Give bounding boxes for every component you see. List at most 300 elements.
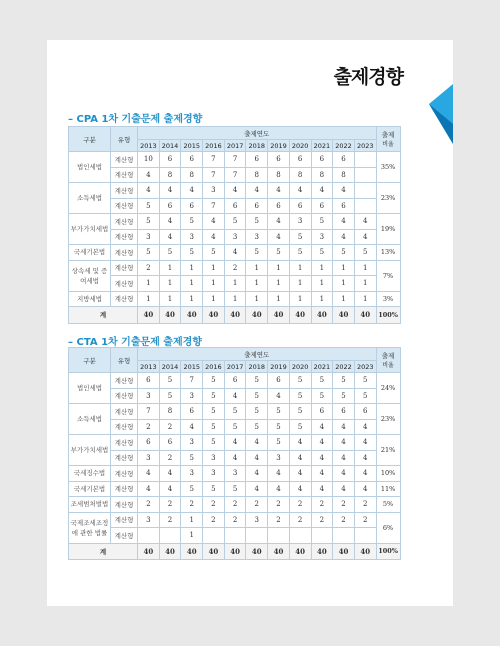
- ratio-cell: 21%: [376, 435, 400, 466]
- year-cell: 2017: [224, 361, 246, 373]
- value-cell: 6: [268, 373, 290, 389]
- value-cell: 6: [224, 198, 246, 214]
- type-cell: 계산형: [111, 435, 138, 451]
- value-cell: 2: [203, 512, 225, 528]
- value-cell: 2: [159, 512, 181, 528]
- value-cell: 4: [311, 481, 333, 497]
- value-cell: 1: [181, 260, 203, 276]
- value-cell: 8: [246, 167, 268, 183]
- total-ratio: 100%: [376, 543, 400, 560]
- value-cell: 1: [268, 276, 290, 292]
- value-cell: 7: [203, 198, 225, 214]
- value-cell: 4: [181, 183, 203, 199]
- value-cell: 3: [289, 214, 311, 230]
- value-cell: 2: [159, 419, 181, 435]
- value-cell: 6: [181, 198, 203, 214]
- header-ratio-line1: 출제: [381, 352, 395, 360]
- value-cell: 3: [181, 229, 203, 245]
- value-cell: 6: [246, 198, 268, 214]
- table-cpa: [68, 126, 401, 324]
- value-cell: 4: [268, 214, 290, 230]
- ratio-cell: 7%: [376, 260, 400, 291]
- value-cell: 3: [246, 229, 268, 245]
- value-cell: 4: [354, 450, 376, 466]
- table-row: [69, 245, 401, 261]
- value-cell: [246, 528, 268, 544]
- value-cell: 1: [203, 291, 225, 307]
- year-cell: 2014: [159, 361, 181, 373]
- value-cell: [268, 528, 290, 544]
- value-cell: 5: [224, 481, 246, 497]
- table-row: [69, 291, 401, 307]
- value-cell: 3: [224, 229, 246, 245]
- value-cell: 3: [311, 229, 333, 245]
- type-cell: 계산형: [111, 481, 138, 497]
- value-cell: 7: [181, 373, 203, 389]
- value-cell: 3: [246, 512, 268, 528]
- value-cell: 2: [333, 497, 355, 513]
- value-cell: 5: [224, 214, 246, 230]
- value-cell: 3: [138, 512, 160, 528]
- value-cell: 1: [181, 291, 203, 307]
- value-cell: 4: [333, 214, 355, 230]
- total-row: [69, 307, 401, 324]
- type-cell: 계산형: [111, 291, 138, 307]
- value-cell: 1: [354, 291, 376, 307]
- value-cell: 8: [181, 167, 203, 183]
- value-cell: 5: [289, 373, 311, 389]
- type-cell: 계산형: [111, 214, 138, 230]
- value-cell: [138, 528, 160, 544]
- year-cell: 2013: [138, 140, 160, 152]
- value-cell: 8: [333, 167, 355, 183]
- value-cell: 5: [246, 404, 268, 420]
- year-cell: 2020: [289, 140, 311, 152]
- ratio-cell: 35%: [376, 152, 400, 183]
- value-cell: 1: [159, 260, 181, 276]
- value-cell: 1: [333, 260, 355, 276]
- value-cell: 4: [268, 183, 290, 199]
- total-label: 계: [69, 543, 138, 560]
- type-cell: 계산형: [111, 260, 138, 276]
- table-row: [69, 229, 401, 245]
- header-category: 구분: [69, 127, 111, 152]
- value-cell: 2: [138, 260, 160, 276]
- value-cell: 1: [354, 260, 376, 276]
- value-cell: 5: [224, 419, 246, 435]
- type-cell: 계산형: [111, 512, 138, 528]
- value-cell: 2: [268, 497, 290, 513]
- type-cell: 계산형: [111, 466, 138, 482]
- value-cell: 1: [246, 276, 268, 292]
- total-cell: 40: [159, 307, 181, 324]
- value-cell: 8: [311, 167, 333, 183]
- value-cell: [354, 167, 376, 183]
- total-cell: 40: [289, 543, 311, 560]
- year-cell: 2023: [354, 361, 376, 373]
- value-cell: 7: [224, 152, 246, 168]
- value-cell: 3: [138, 388, 160, 404]
- value-cell: 1: [311, 276, 333, 292]
- year-cell: 2016: [203, 361, 225, 373]
- value-cell: [333, 528, 355, 544]
- value-cell: 4: [354, 466, 376, 482]
- value-cell: 4: [138, 183, 160, 199]
- value-cell: 4: [333, 229, 355, 245]
- value-cell: 6: [311, 198, 333, 214]
- total-cell: 40: [224, 307, 246, 324]
- total-ratio: 100%: [376, 307, 400, 324]
- value-cell: 2: [138, 419, 160, 435]
- corner-accent: [429, 84, 453, 144]
- value-cell: 5: [311, 245, 333, 261]
- value-cell: 2: [159, 497, 181, 513]
- value-cell: 2: [224, 512, 246, 528]
- value-cell: 3: [181, 435, 203, 451]
- section-title-cpa: – CPA 1차 기출문제 출제경향: [68, 114, 203, 125]
- value-cell: 4: [268, 466, 290, 482]
- value-cell: 1: [333, 276, 355, 292]
- value-cell: 4: [333, 450, 355, 466]
- header-row: [69, 348, 401, 361]
- value-cell: 5: [268, 419, 290, 435]
- ratio-cell: 23%: [376, 183, 400, 214]
- value-cell: 1: [246, 291, 268, 307]
- value-cell: 6: [333, 198, 355, 214]
- value-cell: 6: [159, 435, 181, 451]
- year-cell: 2018: [246, 361, 268, 373]
- value-cell: 2: [159, 450, 181, 466]
- value-cell: 3: [268, 450, 290, 466]
- year-cell: 2022: [333, 361, 355, 373]
- value-cell: 5: [203, 388, 225, 404]
- table-row: [69, 528, 401, 544]
- value-cell: 8: [289, 167, 311, 183]
- type-cell: 계산형: [111, 419, 138, 435]
- value-cell: 5: [268, 404, 290, 420]
- value-cell: 3: [203, 450, 225, 466]
- value-cell: 2: [268, 512, 290, 528]
- type-cell: 계산형: [111, 229, 138, 245]
- year-cell: 2021: [311, 140, 333, 152]
- total-cell: 40: [333, 307, 355, 324]
- table-row: [69, 497, 401, 513]
- value-cell: 1: [246, 260, 268, 276]
- value-cell: 1: [181, 512, 203, 528]
- type-cell: 계산형: [111, 198, 138, 214]
- table-row: [69, 167, 401, 183]
- value-cell: 6: [181, 152, 203, 168]
- table-row: [69, 450, 401, 466]
- value-cell: 3: [224, 466, 246, 482]
- value-cell: 4: [159, 214, 181, 230]
- value-cell: 5: [203, 245, 225, 261]
- value-cell: 1: [311, 291, 333, 307]
- value-cell: 5: [203, 373, 225, 389]
- total-cell: 40: [311, 543, 333, 560]
- year-cell: 2020: [289, 361, 311, 373]
- ratio-cell: 5%: [376, 497, 400, 513]
- year-cell: 2019: [268, 361, 290, 373]
- value-cell: 6: [311, 152, 333, 168]
- value-cell: 1: [203, 276, 225, 292]
- value-cell: 2: [311, 497, 333, 513]
- category-cell: 부가가치세법: [69, 214, 111, 245]
- value-cell: 4: [354, 214, 376, 230]
- value-cell: 2: [138, 497, 160, 513]
- value-cell: 8: [268, 167, 290, 183]
- table-row: [69, 388, 401, 404]
- value-cell: 5: [311, 214, 333, 230]
- value-cell: 6: [246, 152, 268, 168]
- value-cell: 6: [268, 198, 290, 214]
- value-cell: 4: [354, 419, 376, 435]
- header-type: 유형: [111, 127, 138, 152]
- value-cell: 2: [333, 512, 355, 528]
- category-cell: 국세기본법: [69, 245, 111, 261]
- value-cell: 4: [333, 466, 355, 482]
- table-row: [69, 373, 401, 389]
- type-cell: 계산형: [111, 388, 138, 404]
- table-row: [69, 435, 401, 451]
- table-row: [69, 152, 401, 168]
- value-cell: [203, 528, 225, 544]
- total-cell: 40: [268, 307, 290, 324]
- value-cell: 4: [333, 435, 355, 451]
- category-cell: 지방세법: [69, 291, 111, 307]
- value-cell: 4: [224, 388, 246, 404]
- value-cell: 4: [159, 481, 181, 497]
- year-cell: 2017: [224, 140, 246, 152]
- year-cell: 2022: [333, 140, 355, 152]
- value-cell: 4: [289, 466, 311, 482]
- type-cell: 계산형: [111, 276, 138, 292]
- value-cell: 6: [224, 373, 246, 389]
- value-cell: 4: [311, 183, 333, 199]
- value-cell: 4: [311, 450, 333, 466]
- ratio-cell: 11%: [376, 481, 400, 497]
- value-cell: 4: [268, 481, 290, 497]
- value-cell: 5: [138, 245, 160, 261]
- value-cell: 2: [354, 512, 376, 528]
- value-cell: 5: [289, 404, 311, 420]
- ratio-cell: 23%: [376, 404, 400, 435]
- value-cell: 3: [138, 229, 160, 245]
- table-row: [69, 466, 401, 482]
- category-cell: 국제조세조정에 관한 법률: [69, 512, 111, 543]
- type-cell: 계산형: [111, 245, 138, 261]
- value-cell: 1: [138, 291, 160, 307]
- value-cell: 1: [224, 291, 246, 307]
- value-cell: 4: [246, 466, 268, 482]
- value-cell: 4: [203, 214, 225, 230]
- year-cell: 2015: [181, 361, 203, 373]
- type-cell: 계산형: [111, 373, 138, 389]
- category-cell: 소득세법: [69, 183, 111, 214]
- total-cell: 40: [311, 307, 333, 324]
- value-cell: 4: [224, 183, 246, 199]
- value-cell: 4: [354, 481, 376, 497]
- value-cell: 6: [159, 152, 181, 168]
- ratio-cell: 10%: [376, 466, 400, 482]
- header-type: 유형: [111, 348, 138, 373]
- total-cell: 40: [181, 543, 203, 560]
- type-cell: 계산형: [111, 497, 138, 513]
- value-cell: 2: [203, 497, 225, 513]
- value-cell: 5: [311, 388, 333, 404]
- value-cell: 4: [224, 435, 246, 451]
- value-cell: 4: [311, 435, 333, 451]
- value-cell: 1: [203, 260, 225, 276]
- value-cell: 7: [138, 404, 160, 420]
- value-cell: [354, 528, 376, 544]
- value-cell: 4: [268, 388, 290, 404]
- table-row: [69, 419, 401, 435]
- value-cell: 5: [354, 245, 376, 261]
- value-cell: 5: [181, 450, 203, 466]
- value-cell: 5: [138, 198, 160, 214]
- header-ratio-line2: 비율: [382, 362, 394, 369]
- type-cell: 계산형: [111, 450, 138, 466]
- value-cell: [289, 528, 311, 544]
- value-cell: 1: [224, 276, 246, 292]
- ratio-cell: 24%: [376, 373, 400, 404]
- year-cell: 2023: [354, 140, 376, 152]
- value-cell: 2: [289, 512, 311, 528]
- value-cell: 7: [203, 167, 225, 183]
- value-cell: 4: [311, 419, 333, 435]
- header-year-group: 출제연도: [138, 348, 377, 361]
- category-cell: 소득세법: [69, 404, 111, 435]
- value-cell: 4: [333, 419, 355, 435]
- category-cell: 부가가치세법: [69, 435, 111, 466]
- category-cell: 조세범처벌법: [69, 497, 111, 513]
- value-cell: 8: [159, 167, 181, 183]
- value-cell: 2: [311, 512, 333, 528]
- value-cell: 6: [333, 152, 355, 168]
- value-cell: 6: [289, 152, 311, 168]
- value-cell: 2: [246, 497, 268, 513]
- value-cell: 4: [354, 435, 376, 451]
- total-label: 계: [69, 307, 138, 324]
- total-cell: 40: [268, 543, 290, 560]
- total-cell: 40: [246, 543, 268, 560]
- value-cell: 6: [311, 404, 333, 420]
- type-cell: 계산형: [111, 167, 138, 183]
- value-cell: 4: [224, 450, 246, 466]
- value-cell: 5: [246, 388, 268, 404]
- section-title-cta: – CTA 1차 기출문제 출제경향: [68, 337, 202, 348]
- total-cell: 40: [354, 543, 376, 560]
- value-cell: 5: [246, 214, 268, 230]
- table-row: [69, 198, 401, 214]
- year-cell: 2013: [138, 361, 160, 373]
- total-cell: 40: [138, 307, 160, 324]
- value-cell: 5: [203, 435, 225, 451]
- value-cell: 10: [138, 152, 160, 168]
- value-cell: 5: [289, 245, 311, 261]
- category-cell: 상속세 및 증여세법: [69, 260, 111, 291]
- value-cell: 4: [224, 245, 246, 261]
- value-cell: 5: [138, 214, 160, 230]
- value-cell: [354, 152, 376, 168]
- value-cell: 4: [138, 466, 160, 482]
- table-row: [69, 481, 401, 497]
- table-row: [69, 214, 401, 230]
- value-cell: 5: [203, 404, 225, 420]
- value-cell: 4: [311, 466, 333, 482]
- category-cell: 국세기본법: [69, 481, 111, 497]
- value-cell: 5: [289, 419, 311, 435]
- value-cell: 5: [289, 388, 311, 404]
- value-cell: 4: [159, 183, 181, 199]
- value-cell: 5: [289, 229, 311, 245]
- ratio-cell: 3%: [376, 291, 400, 307]
- type-cell: 계산형: [111, 152, 138, 168]
- value-cell: 5: [246, 373, 268, 389]
- total-cell: 40: [203, 543, 225, 560]
- value-cell: 4: [289, 481, 311, 497]
- value-cell: 4: [138, 167, 160, 183]
- value-cell: 4: [246, 481, 268, 497]
- header-category: 구분: [69, 348, 111, 373]
- value-cell: 5: [159, 388, 181, 404]
- value-cell: 1: [268, 291, 290, 307]
- total-cell: 40: [289, 307, 311, 324]
- value-cell: 4: [333, 481, 355, 497]
- value-cell: 1: [181, 276, 203, 292]
- value-cell: 4: [289, 450, 311, 466]
- type-cell: 계산형: [111, 528, 138, 544]
- value-cell: 5: [246, 419, 268, 435]
- ratio-cell: 6%: [376, 512, 400, 543]
- value-cell: 4: [138, 481, 160, 497]
- value-cell: 6: [138, 435, 160, 451]
- value-cell: 5: [181, 481, 203, 497]
- header-year-group: 출제연도: [138, 127, 377, 140]
- value-cell: 4: [333, 183, 355, 199]
- value-cell: [159, 528, 181, 544]
- value-cell: 2: [224, 497, 246, 513]
- value-cell: 3: [138, 450, 160, 466]
- type-cell: 계산형: [111, 183, 138, 199]
- value-cell: 4: [203, 229, 225, 245]
- table-cta: [68, 347, 401, 560]
- total-row: [69, 543, 401, 560]
- value-cell: 1: [181, 528, 203, 544]
- total-cell: 40: [138, 543, 160, 560]
- value-cell: 4: [159, 466, 181, 482]
- value-cell: 4: [159, 229, 181, 245]
- page-title: 출제경향: [333, 66, 403, 88]
- value-cell: 6: [289, 198, 311, 214]
- value-cell: 5: [159, 373, 181, 389]
- header-ratio: [376, 348, 400, 373]
- header-ratio-line1: 출제: [381, 131, 395, 139]
- value-cell: 4: [354, 229, 376, 245]
- value-cell: 2: [181, 497, 203, 513]
- year-cell: 2019: [268, 140, 290, 152]
- total-cell: 40: [203, 307, 225, 324]
- value-cell: 3: [203, 183, 225, 199]
- value-cell: [354, 183, 376, 199]
- table-row: [69, 404, 401, 420]
- year-cell: 2014: [159, 140, 181, 152]
- year-cell: 2021: [311, 361, 333, 373]
- value-cell: 1: [311, 260, 333, 276]
- header-ratio-line2: 비율: [382, 141, 394, 148]
- value-cell: 3: [181, 388, 203, 404]
